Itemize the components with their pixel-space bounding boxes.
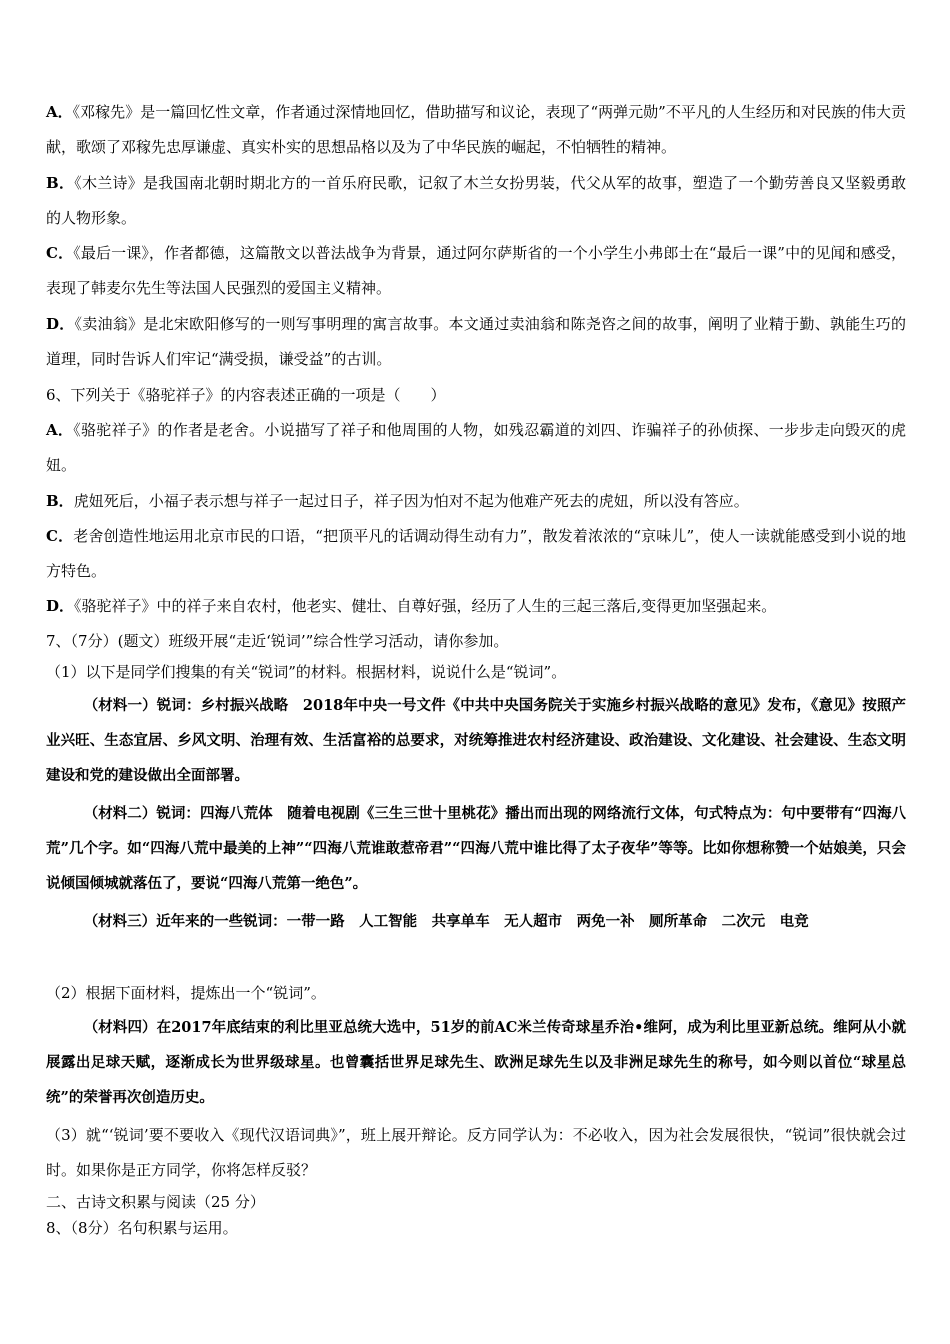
material-4: （材料四）在2017年底结束的利比里亚总统大选中，51岁的前AC米兰传奇球星乔治•维阿，成为利比里亚新总统。维阿从小就展露出足球天赋，逐渐成长为世界级球星。也曾囊括世界足球先生、欧洲足球先生以及非洲足球先生的称号，如今则以首位“球星总统”的荣誉再次创造历史。 [46, 1019, 906, 1106]
question-7-stem: 7、（7分）(题文）班级开展“走近‘锐词’”综合性学习活动，请你参加。 [46, 632, 509, 650]
material-1: （材料一）锐词：乡村振兴战略 2018年中央一号文件《中共中央国务院关于实施乡村振兴战略的意见》发布，《意见》按照产业兴旺、生态宜居、乡风文明、治理有效、生活富裕的总要求，对统筹推进农村经济建设、政治建设、文化建设、社会建设、生态文明建设和党的建设做出全面部署。 [46, 697, 906, 784]
option-5c: C．《最后一课》，作者都德，这篇散文以普法战争为背景，通过阿尔萨斯省的一个小学生小弗郎士在“最后一课”中的见闻和感受，表现了韩麦尔先生等法国人民强烈的爱国主义精神。 [46, 244, 906, 297]
question-7-part2: （2）根据下面材料，提炼出一个“锐词”。 [46, 984, 326, 1002]
option-5d: D．《卖油翁》是北宋欧阳修写的一则写事明理的寓言故事。本文通过卖油翁和陈尧咨之间的故事，阐明了业精于勤、孰能生巧的道理，同时告诉人们牢记“满受损，谦受益”的古训。 [46, 315, 906, 368]
option-6b: B．虎妞死后，小福子表示想与祥子一起过日子，祥子因为怕对不起为他难产死去的虎妞，所以没有答应。 [46, 492, 749, 510]
question-6-stem: 6、下列关于《骆驼祥子》的内容表述正确的一项是（ ） [46, 386, 446, 404]
question-7-part3: （3）就“‘锐词’要不要收入《现代汉语词典》”，班上展开辩论。反方同学认为：不必收入，因为社会发展很快，“锐词”很快就会过时。如果你是正方同学，你将怎样反驳？ [46, 1126, 906, 1179]
section-heading: 二、古诗文积累与阅读（25 分） [46, 1193, 265, 1211]
option-5a: A．《邓稼先》是一篇回忆性文章，作者通过深情地回忆，借助描写和议论，表现了“两弹元勋”不平凡的人生经历和对民族的伟大贡献，歌颂了邓稼先忠厚谦虚、真实朴实的思想品格以及为了中华民族的崛起，不怕牺牲的精神。 [46, 103, 906, 156]
material-2: （材料二）锐词：四海八荒体 随着电视剧《三生三世十里桃花》播出而出现的网络流行文体，句式特点为：句中要带有“四海八荒”几个字。如“四海八荒中最美的上神”“四海八荒谁敢惹帝君”“四海八荒中谁比得了太子夜华”等等。比如你想称赞一个姑娘美，只会说倾国倾城就落伍了，要说“四海八荒第一绝色”。 [46, 805, 906, 892]
option-6d: D．《骆驼祥子》中的祥子来自农村，他老实、健壮、自尊好强，经历了人生的三起三落后,变得更加坚强起来。 [46, 597, 777, 615]
material-3: （材料三）近年来的一些锐词：一带一路 人工智能 共享单车 无人超市 两免一补 厕所革命 二次元 电竞 [83, 913, 809, 930]
option-6c: C．老舍创造性地运用北京市民的口语，“把顶平凡的话调动得生动有力”，散发着浓浓的“京味儿”，使人一读就能感受到小说的地方特色。 [46, 527, 906, 580]
question-8-stem: 8、（8分）名句积累与运用。 [46, 1219, 238, 1237]
question-7-part1: （1）以下是同学们搜集的有关“锐词”的材料。根据材料，说说什么是“锐词”。 [46, 663, 567, 681]
option-6a: A．《骆驼祥子》的作者是老舍。小说描写了祥子和他周围的人物，如残忍霸道的刘四、诈骗祥子的孙侦探、一步步走向毁灭的虎妞。 [46, 421, 907, 474]
option-5b: B．《木兰诗》是我国南北朝时期北方的一首乐府民歌，记叙了木兰女扮男装，代父从军的故事，塑造了一个勤劳善良又坚毅勇敢的人物形象。 [46, 174, 906, 227]
